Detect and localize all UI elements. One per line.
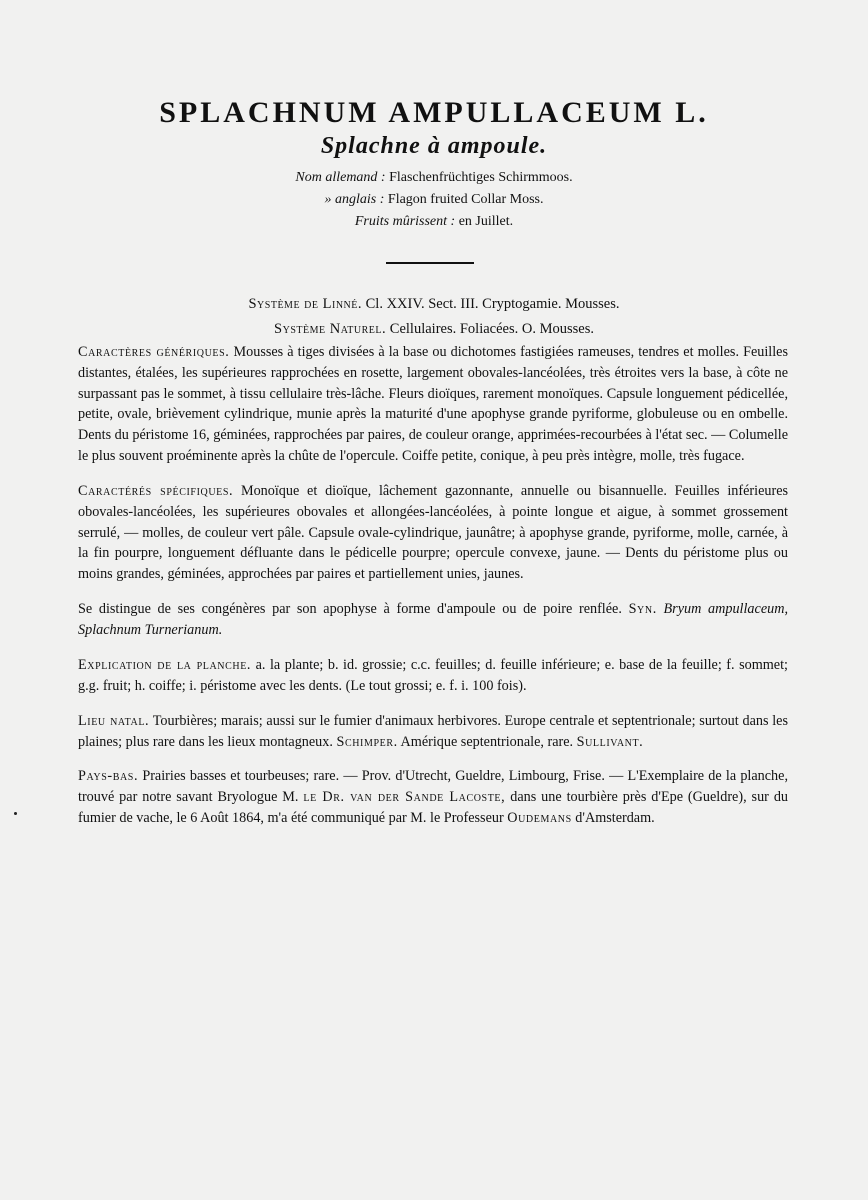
specific-characters-text: Monoïque et dioïque, lâchement gazonnante, annuelle ou bisannuelle. Feuilles inférieures obovales-lancéolées, les supérieures obovales et allongées-lancéolées, à pointe longue et aigue, à sommet grossement serrulé, — molles, de couleur vert pâle. Capsule ovale-cylindrique, jaunâtre; à apophyse grande, pyriforme, molle, carnée, à la fin pourpre, longuement défluante dans le pédicelle pourpre; opercule convexe, jaune. — Dents du péristome plus ou moins grandes, géminées, approchées par paires et partiellement unies, jaunes.: [78, 482, 789, 583]
native-habitat-paragraph: [78, 711, 788, 753]
linne-system-line: [0, 292, 868, 317]
distinction-text: Se distingue de ses congénères par son apophyse à forme d'ampoule ou de poire renflée.: [78, 601, 622, 618]
plate-explanation-text: a. la plante; b. id. grossie; c.c. feuilles; d. feuille inférieure; e. base de la feuille; f. sommet; g.g. fruit; h. coiffe; i. péristome avec les dents. (Le tout grossi; e. f. i. 100 fois).: [78, 656, 788, 694]
netherlands-label: Pays-bas.: [78, 768, 139, 785]
distinction-paragraph: [78, 599, 788, 641]
linne-system-label: Système de Linné.: [248, 296, 362, 312]
lacoste-name: le Dr. van der Sande Lacoste,: [303, 789, 506, 806]
schimper-citation: Schimper.: [336, 733, 398, 750]
native-habitat-label: Lieu natal.: [78, 712, 150, 729]
native-habitat-text: Tourbières; marais; aussi sur le fumier d'animaux herbivores. Europe centrale et septentrionale; surtout dans les plaines; plus rare dans les lieux montagneux.: [78, 712, 789, 750]
plate-explanation-label: Explication de la planche.: [78, 656, 252, 673]
fruits-value: en Juillet.: [458, 214, 514, 229]
natural-system-line: [0, 317, 868, 342]
netherlands-text-3: d'Amsterdam.: [575, 810, 655, 827]
english-name-line: [0, 189, 868, 211]
english-name-label: » anglais :: [324, 192, 385, 207]
english-name-value: Flagon fruited Collar Moss.: [387, 192, 544, 207]
divider-rule: [386, 262, 474, 264]
netherlands-text-2: dans une tourbière près d'Epe (Gueldre), sur du fumier de vache, le 6 Août 1864, m'a été communiqué par M. le Professeur: [78, 789, 789, 827]
generic-characters-text: Mousses à tiges divisées à la base ou dichotomes fastigiées rameuses, tendres et molles. Feuilles distantes, étalées, les supérieures rapprochées en rosette, largement obovales-lancéolées, très étroites vers la base, à côte ne surpassant pas le sommet, à tissu cellulaire très-lâche. Fleurs dioïques, rarement monoïques. Capsule longuement pédicellée, petite, ovale, brièvement cylindrique, munie après la maturité d'une apophyse grande pyriforme, globuleuse ou en ombelle. Dents du péristome 16, géminées, rapprochées par paires, de couleur orange, apprimées-recourbées à l'état sec. — Columelle le plus souvent proéminente après la chûte de l'opercule. Coiffe petite, conique, à peu près intègre, molle, très fugace.: [78, 344, 789, 464]
natural-system-label: Système Naturel.: [274, 321, 387, 337]
paper-speck: [14, 812, 17, 815]
generic-characters-label: Caractères génériques.: [78, 344, 230, 360]
america-text: Amérique septentrionale, rare.: [400, 733, 574, 750]
generic-characters-paragraph: [78, 342, 788, 467]
plate-explanation-paragraph: [78, 655, 788, 697]
german-name-label: Nom allemand :: [295, 170, 386, 185]
sullivant-citation: Sullivant.: [576, 733, 644, 750]
netherlands-text-1: Prairies basses et tourbeuses; rare. — Prov. d'Utrecht, Gueldre, Limbourg, Frise. — L'Exemplaire de la planche, trouvé par notre savant Bryologue M.: [78, 768, 788, 806]
german-name-value: Flaschenfrüchtiges Schirmmoos.: [389, 170, 573, 185]
fruits-line: [0, 211, 868, 233]
synonym-text: Bryum ampullaceum, Splachnum Turnerianum.: [78, 601, 788, 638]
synonym-label: Syn.: [628, 601, 657, 618]
specific-characters-paragraph: [78, 481, 788, 585]
common-names: [0, 167, 868, 233]
description-body: [78, 342, 788, 832]
fruits-label: Fruits mûrissent :: [354, 214, 456, 229]
natural-system-text: Cellulaires. Foliacées. O. Mousses.: [389, 321, 594, 337]
netherlands-paragraph: [78, 766, 788, 828]
page-title: SPLACHNUM AMPULLACEUM L.: [159, 96, 709, 129]
linne-system-text: Cl. XXIV. Sect. III. Cryptogamie. Mousses.: [365, 296, 620, 312]
page-subtitle: Splachne à ampoule.: [320, 133, 548, 159]
oudemans-name: Oudemans: [507, 810, 572, 827]
classification-systems: [0, 292, 868, 342]
german-name-line: [0, 167, 868, 189]
specific-characters-label: Caractérés spécifiques.: [78, 482, 234, 499]
